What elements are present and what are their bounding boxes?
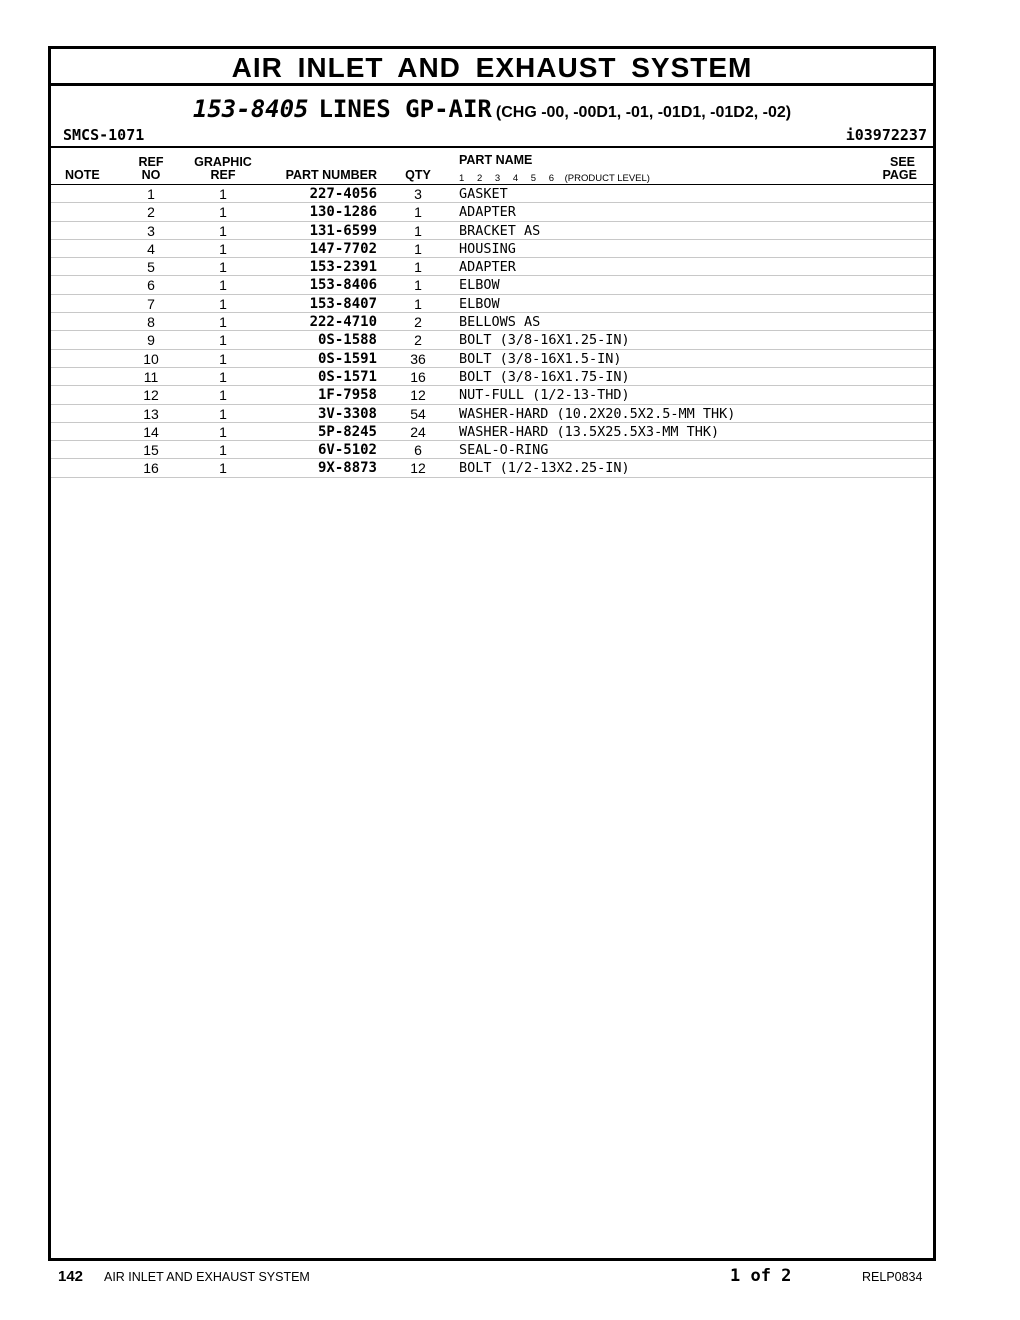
footer-page-number: 142 [58,1268,84,1285]
header-see-bottom: PAGE [882,168,917,182]
qty-cell: 1 [414,204,422,221]
ref-no-cell: 16 [143,460,159,477]
ref-no-cell: 2 [147,204,155,221]
assembly-part-number: 153-8405 [192,95,309,123]
graphic-ref-cell: 1 [219,222,227,239]
graphic-ref-cell: 1 [219,332,227,349]
qty-cell: 2 [414,314,422,331]
ref-no-cell: 11 [143,368,159,385]
table-row [51,441,933,459]
part-name-cell: BOLT (3/8-16X1.5-IN) [459,350,622,367]
graphic-ref-cell: 1 [219,277,227,294]
level-1: 1 [459,173,465,184]
ref-no-cell: 12 [143,387,159,404]
ref-no-cell: 1 [147,186,155,202]
header-ref-bottom: NO [141,168,161,182]
page-title: AIR INLET AND EXHAUST SYSTEM [51,49,933,86]
graphic-ref-cell: 1 [219,350,227,367]
graphic-ref-cell: 1 [219,295,227,312]
part-number-cell: 0S-1591 [317,350,377,367]
table-row [51,313,933,331]
part-name-cell: WASHER-HARD (10.2X20.5X2.5-MM THK) [459,405,736,422]
level-6: 6 [548,173,554,184]
graphic-ref-cell: 1 [219,368,227,385]
assembly-name: LINES GP-AIR [318,95,492,123]
table-row [51,405,933,423]
part-number-cell: 0S-1571 [317,368,377,385]
graphic-ref-cell: 1 [219,442,227,459]
part-name-cell: BOLT (3/8-16X1.75-IN) [459,368,630,385]
level-3: 3 [494,173,501,184]
part-number-cell: 227-4056 [309,186,377,202]
table-row [51,258,933,276]
ref-no-cell: 6 [147,277,155,294]
ref-no-cell: 9 [147,332,155,349]
table-row [51,331,933,349]
part-name-cell: BRACKET AS [459,222,541,239]
ref-no-cell: 7 [147,295,155,312]
smcs-row [51,118,933,148]
footer-doc-code: RELP0834 [862,1270,923,1284]
qty-cell: 1 [414,295,422,312]
header-part-number: PART NUMBER [285,168,377,182]
qty-cell: 1 [414,222,422,239]
part-name-cell: ELBOW [459,295,500,312]
graphic-ref-cell: 1 [219,186,227,202]
part-name-cell: HOUSING [459,240,516,257]
assembly-heading [51,86,933,123]
graphic-ref-cell: 1 [219,423,227,440]
part-name-cell: GASKET [459,186,508,202]
part-number-cell: 0S-1588 [317,332,377,349]
ref-no-cell: 8 [147,314,155,331]
table-row [51,185,933,203]
footer-page-of: 1 of 2 [730,1266,792,1286]
part-number-cell: 1F-7958 [317,387,377,404]
table-row [51,459,933,477]
qty-cell: 1 [414,277,422,294]
part-number-cell: 222-4710 [309,314,377,331]
qty-cell: 3 [414,186,422,202]
qty-cell: 12 [410,387,426,404]
part-name-cell: SEAL-O-RING [459,442,549,459]
header-part-name: PART NAME [459,153,533,167]
part-number-cell: 9X-8873 [317,460,377,477]
part-number-cell: 6V-5102 [317,442,377,459]
part-name-cell: BOLT (3/8-16X1.25-IN) [459,332,630,349]
ref-no-cell: 14 [143,423,159,440]
ref-no-cell: 3 [147,222,155,239]
part-number-cell: 130-1286 [309,204,377,221]
table-row [51,276,933,294]
ref-no-cell: 5 [147,259,155,276]
graphic-ref-cell: 1 [219,405,227,422]
product-level-label: (PRODUCT LEVEL) [564,173,650,184]
footer-section-title: AIR INLET AND EXHAUST SYSTEM [104,1270,310,1284]
graphic-ref-cell: 1 [219,204,227,221]
header-graphic-top: GRAPHIC [194,155,252,169]
table-row [51,295,933,313]
qty-cell: 12 [410,460,426,477]
part-name-cell: BOLT (1/2-13X2.25-IN) [459,460,630,477]
part-name-cell: WASHER-HARD (13.5X25.5X3-MM THK) [459,423,720,440]
header-qty: QTY [405,168,431,182]
level-5: 5 [530,173,537,184]
header-see-top: SEE [889,155,915,169]
header-ref-top: REF [138,155,164,169]
table-row [51,386,933,404]
table-row [51,423,933,441]
qty-cell: 16 [410,368,426,385]
graphic-ref-cell: 1 [219,240,227,257]
table-row [51,222,933,240]
qty-cell: 6 [414,442,422,459]
level-4: 4 [512,173,519,184]
graphic-ref-cell: 1 [219,314,227,331]
qty-cell: 2 [414,332,422,349]
part-number-cell: 3V-3308 [317,405,377,422]
part-number-cell: 153-2391 [309,259,377,276]
part-name-cell: ELBOW [459,277,500,294]
part-number-cell: 131-6599 [309,222,377,239]
parts-list-frame [48,46,936,1261]
part-name-cell: ADAPTER [459,259,516,276]
graphic-ref-cell: 1 [219,259,227,276]
document-id: i03972237 [845,126,927,144]
part-number-cell: 147-7702 [309,240,377,257]
graphic-ref-cell: 1 [219,387,227,404]
table-row [51,350,933,368]
qty-cell: 36 [410,350,426,367]
part-name-cell: NUT-FULL (1/2-13-THD) [459,387,630,404]
ref-no-cell: 10 [143,350,159,367]
graphic-ref-cell: 1 [219,460,227,477]
ref-no-cell: 4 [147,240,155,257]
ref-no-cell: 13 [143,405,159,422]
table-row [51,240,933,258]
level-2: 2 [476,173,483,184]
part-name-cell: ADAPTER [459,204,516,221]
assembly-change-levels: (CHG -00, -00D1, -01, -01D1, -01D2, -02) [495,104,792,121]
parts-table-body [51,185,933,478]
table-row [51,368,933,386]
header-note: NOTE [65,168,100,182]
header-graphic-bottom: REF [210,168,236,182]
qty-cell: 54 [410,405,426,422]
ref-no-cell: 15 [143,442,159,459]
smcs-code: SMCS-1071 [63,126,145,144]
table-row [51,203,933,221]
part-name-cell: BELLOWS AS [459,314,541,331]
part-number-cell: 153-8406 [309,277,377,294]
product-levels [459,173,650,184]
part-number-cell: 153-8407 [309,295,377,312]
column-headers [51,148,933,185]
part-number-cell: 5P-8245 [317,423,377,440]
qty-cell: 24 [410,423,426,440]
qty-cell: 1 [414,240,422,257]
qty-cell: 1 [414,259,422,276]
page-footer [0,1266,1020,1290]
